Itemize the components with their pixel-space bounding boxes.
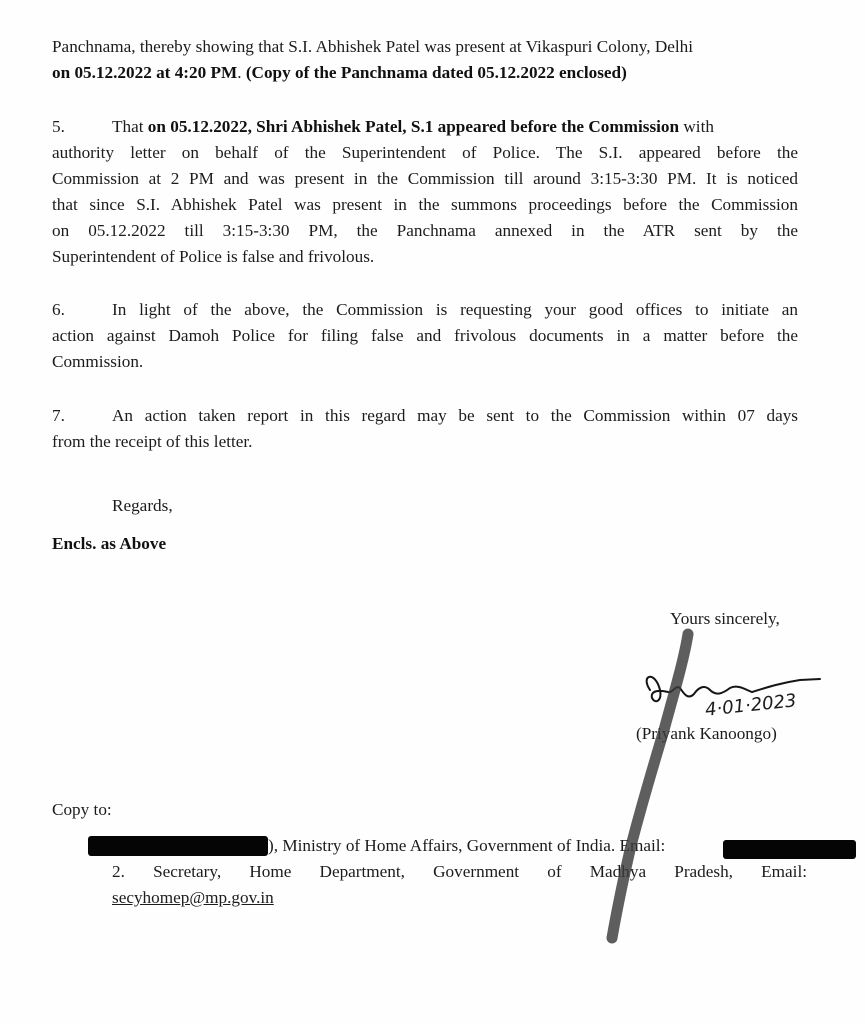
signature-date: 4·01·2023 [704, 690, 798, 721]
para5-number: 5. [52, 117, 65, 136]
copy-to-heading: Copy to: [52, 800, 112, 819]
redaction-block [88, 836, 268, 856]
intro-line-1: Panchnama, thereby showing that S.I. Abhishek Patel was present at Vikaspuri Colony, Delhi [52, 37, 694, 56]
pen-stroke [612, 634, 688, 938]
para5-line-5: on 05.12.2022 till 3:15-3:30 PM, the Panchnama annexed in the ATR sent by the [52, 221, 798, 240]
intro-period: . [237, 63, 242, 82]
closing: Yours sincerely, [670, 609, 780, 628]
redaction-block [723, 840, 856, 859]
para7-line-1 [52, 404, 798, 428]
regards: Regards, [112, 496, 173, 515]
intro-line-2 [52, 61, 627, 85]
para7-line-2: from the receipt of this letter. [52, 432, 253, 451]
para7-first: An action taken report in this regard may be sent to the Commission within 07 days [112, 406, 798, 425]
para6-line-2: action against Damoh Police for filing false and frivolous documents in a matter before the [52, 326, 798, 345]
para6-line-3: Commission. [52, 352, 144, 371]
para5-line-4: that since S.I. Abhishek Patel was present in the summons proceedings before the Commission [52, 195, 798, 214]
para5-tail: with [683, 117, 714, 136]
para5-line-6: Superintendent of Police is false and frivolous. [52, 247, 375, 266]
intro-enclosure-note: (Copy of the Panchnama dated 05.12.2022 enclosed) [245, 63, 627, 82]
copy-to-item-2-email: secyhomep@mp.gov.in [112, 888, 274, 907]
para5-line-3: Commission at 2 PM and was present in the Commission till around 3:15-3:30 PM. It is noticed [52, 169, 798, 188]
para6-line-1 [52, 298, 798, 322]
para5-lead: That [112, 117, 144, 136]
enclosures-note: Encls. as Above [52, 534, 167, 553]
para5-bold: on 05.12.2022, Shri Abhishek Patel, S.1 appeared before the Commission [147, 117, 680, 136]
signatory-name: (Priyank Kanoongo) [636, 724, 777, 743]
para7-number: 7. [52, 406, 65, 425]
intro-date-time: on 05.12.2022 at 4:20 PM [52, 63, 238, 82]
copy-to-item-1: ), Ministry of Home Affairs, Government of India. Email: [268, 836, 666, 855]
copy-to-item-2: 2. Secretary, Home Department, Government of Madhya Pradesh, Email: [112, 862, 807, 881]
para6-first: In light of the above, the Commission is requesting your good offices to initiate an [112, 300, 798, 319]
para5-line-1 [52, 115, 714, 139]
para6-number: 6. [52, 300, 65, 319]
para5-line-2: authority letter on behalf of the Superintendent of Police. The S.I. appeared before the [52, 143, 798, 162]
